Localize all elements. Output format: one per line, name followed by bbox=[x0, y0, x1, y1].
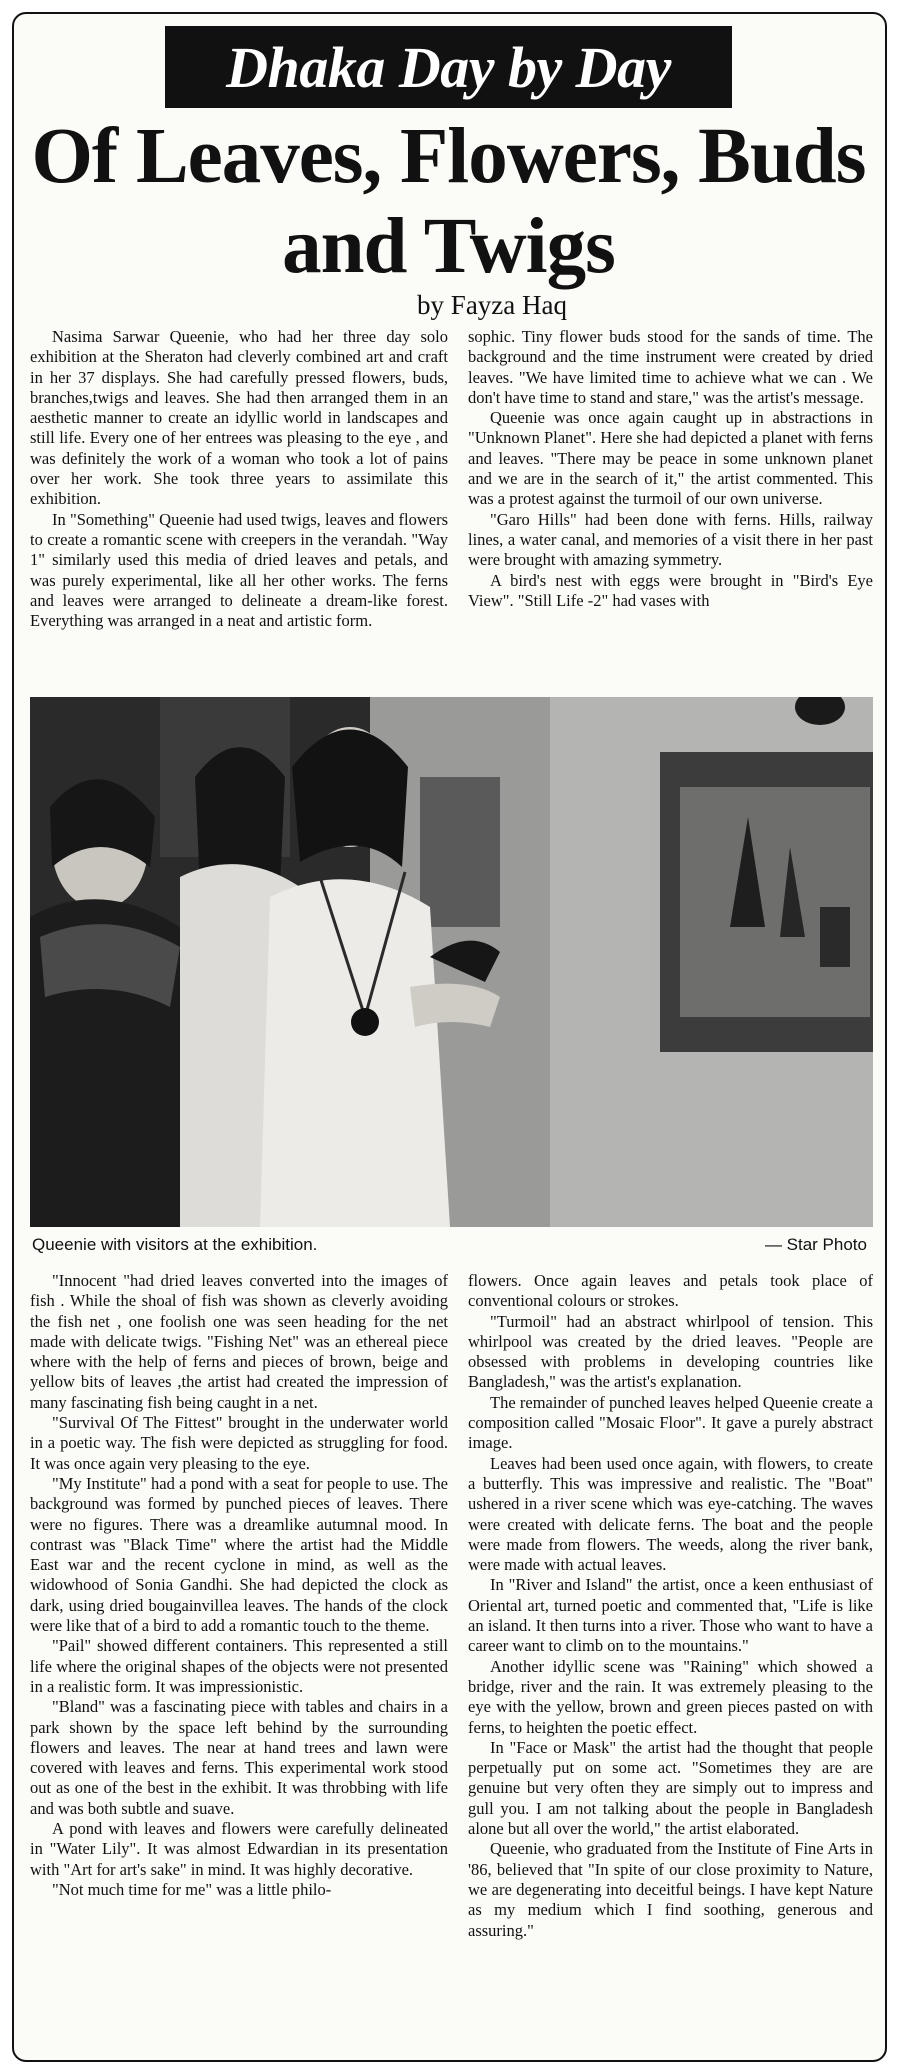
paragraph: "Pail" showed different containers. This represented a still life where the original shapes of the objects were not presented in a realistic form. It was impressionistic. bbox=[30, 1636, 448, 1696]
paragraph: A bird's nest with eggs were brought in "Bird's Eye View". "Still Life -2" had vases with bbox=[468, 570, 873, 610]
paragraph: Queenie, who graduated from the Institute of Fine Arts in '86, believed that "In spite of our close proximity to Nature, we are degenerating into deceitful beings. I have kept Nature as my medium which I find soothing, generous and assuring." bbox=[468, 1839, 873, 1940]
column-name: Dhaka Day by Day bbox=[226, 34, 671, 100]
upper-left-column bbox=[30, 327, 448, 631]
upper-right-column bbox=[468, 327, 873, 611]
paragraph: "Bland" was a fascinating piece with tables and chairs in a park shown by the space left behind by the surrounding flowers and leaves. The near at hand trees and lawn were covered with leaves and ferns. This experimental work stood out as one of the best in the exhibit. It was throbbing with life and was both subtle and suave. bbox=[30, 1697, 448, 1818]
paragraph: sophic. Tiny flower buds stood for the sands of time. The background and the time instrument were created by dried leaves. "We have limited time to achieve what we can . We don't have time to stand and stare," was the artist's message. bbox=[468, 327, 873, 407]
paragraph: "Garo Hills" had been done with ferns. Hills, railway lines, a water canal, and memories of a visit there in her past were brought with amazing symmetry. bbox=[468, 509, 873, 570]
paragraph: "Turmoil" had an abstract whirlpool of tension. This whirlpool was created by the dried leaves. "People are obsessed with problems in developing countries like Bangladesh," was the artist's explanation. bbox=[468, 1311, 873, 1392]
exhibition-photo bbox=[30, 697, 873, 1227]
paragraph: The remainder of punched leaves helped Queenie create a composition called "Mosaic Floor". It gave a purely abstract image. bbox=[468, 1392, 873, 1453]
paragraph: "My Institute" had a pond with a seat for people to use. The background was formed by punched pieces of leaves. There were no figures. There was a dreamlike autumnal mood. In contrast was "Black Time" where the artist had the Middle East war and the recent cyclone in mind, as well as the widowhood of Sonia Gandhi. She had depicted the clock as dark, using dried bougainvillea leaves. The hands of the clock were like that of a bird to add a romantic touch to the theme. bbox=[30, 1473, 448, 1636]
paragraph: Nasima Sarwar Queenie, who had her three day solo exhibition at the Sheraton had cleverly combined art and craft in her 37 displays. She had carefully pressed flowers, buds, branches,twigs and leaves. She had then arranged them in an aesthetic manner to create an idyllic world in landscapes and still life. Every one of her entrees was pleasing to the eye , and was definitely the work of a woman who took a lot of pains over her work. She took three years to assimilate this exhibition. bbox=[30, 327, 448, 509]
paragraph: In "River and Island" the artist, once a keen enthusiast of Oriental art, turned poetic and commented that, "Life is like an island. It then turns into a river. Those who want to have a career want to climb on to the mountains." bbox=[468, 1575, 873, 1656]
article-byline: by Fayza Haq bbox=[417, 290, 567, 320]
paragraph: In "Something" Queenie had used twigs, leaves and flowers to create a romantic scene with creepers in the verandah. "Way 1" similarly used this media of dried leaves and petals, and was purely experimental, like all her other works. The ferns and leaves were arranged to delineate a dream-like forest. Everything was arranged in a neat and artistic form. bbox=[30, 509, 448, 631]
paragraph: "Survival Of The Fittest" brought in the underwater world in a poetic way. The fish were depicted as struggling for food. It was once again very pleasing to the eye. bbox=[30, 1413, 448, 1473]
paragraph: "Innocent "had dried leaves converted into the images of fish . While the shoal of fish was shown as cleverly avoiding the fish net , one foolish one was seen heading for the net made with delicate twigs. "Fishing Net" was an ethereal piece where with the help of ferns and pieces of brown, beige and yellow bits of leaves ,the artist had created the impression of many fascinating fish being caught in a net. bbox=[30, 1271, 448, 1412]
paragraph: "Not much time for me" was a little philo- bbox=[52, 1879, 332, 1899]
article-headline: Of Leaves, Flowers, Buds and Twigs bbox=[31, 113, 866, 290]
photo-illustration bbox=[30, 697, 873, 1227]
paragraph: Leaves had been used once again, with flowers, to create a butterfly. This was impressive and realistic. The "Boat" ushered in a river scene which was eye-catching. The waves were created with delicate ferns. The boat and the people were made from flowers. The weeds, along the river bank, were made with actual leaves. bbox=[468, 1453, 873, 1575]
column-banner bbox=[165, 26, 732, 108]
paragraph: A pond with leaves and flowers were carefully delineated in "Water Lily". It was almost Edwardian in its presentation with "Art for art's sake" in mind. It was highly decorative. bbox=[30, 1819, 448, 1879]
lower-left-column bbox=[30, 1271, 448, 1900]
paragraph: Another idyllic scene was "Raining" which showed a bridge, river and the rain. It was extremely pleasing to the eye with the yellow, brown and green pieces pasted on with ferns, to heighten the poetic effect. bbox=[468, 1656, 873, 1737]
paragraph: In "Face or Mask" the artist had the thought that people perpetually put on some act. "Sometimes they are are genuine but very often they are simply out to impress and gull you. I am not talking about the people in Bangladesh alone but all over the world," the artist elaborated. bbox=[468, 1737, 873, 1839]
paragraph: flowers. Once again leaves and petals took place of conventional colours or strokes. bbox=[468, 1271, 873, 1311]
lower-right-column bbox=[468, 1271, 873, 1941]
paragraph: Queenie was once again caught up in abstractions in "Unknown Planet". Here she had depicted a planet with ferns and leaves. "There may be peace in some unknown planet and we are in the search of it," the artist commented. This was a protest against the turmoil of our own universe. bbox=[468, 408, 873, 509]
photo-credit: — Star Photo bbox=[764, 1235, 867, 1254]
photo-caption: Queenie with visitors at the exhibition. bbox=[32, 1235, 318, 1254]
